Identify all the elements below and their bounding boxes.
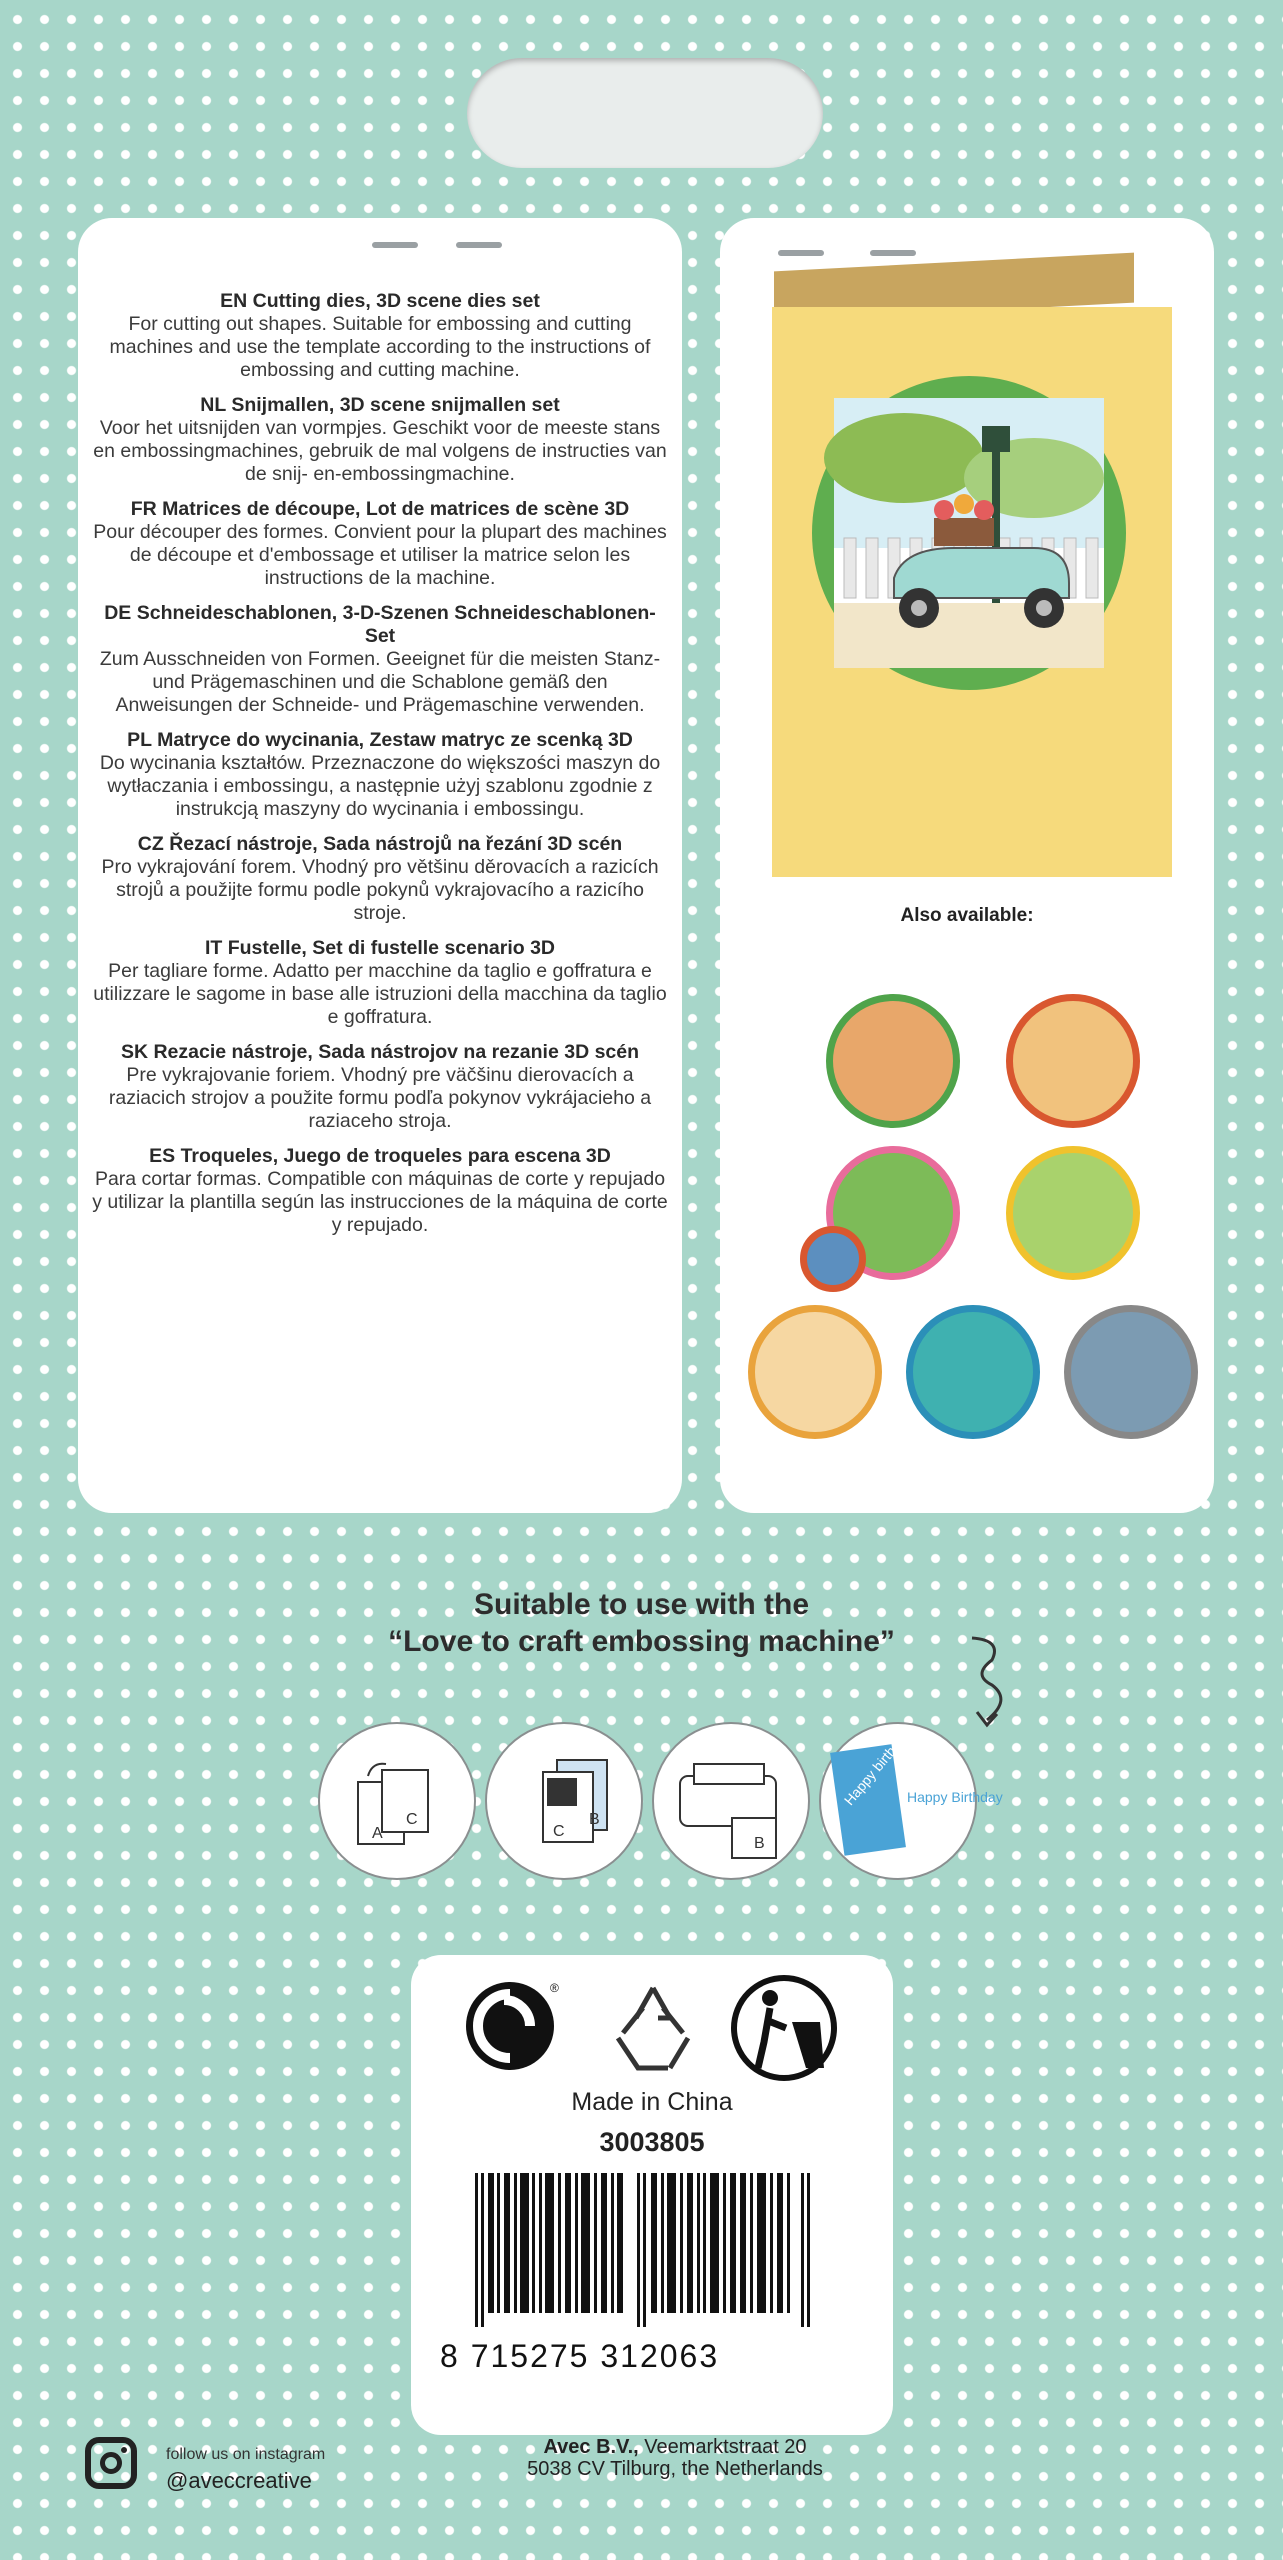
instagram-icon — [85, 2437, 137, 2489]
company-street: Veemarktstraat 20 — [644, 2436, 807, 2458]
company-name: Avec B.V., — [543, 2436, 639, 2458]
card-text: Happy birthday — [840, 1725, 914, 1809]
also-available-ocean-scene — [906, 1305, 1040, 1439]
made-in-label: Made in China — [571, 2088, 733, 2116]
lang-body: Pour découper des formes. Convient pour la plupart des machines de découpe et d'embossage et utiliser la matrice selon les instructions de la machine. — [93, 521, 667, 589]
lang-heading: FR Matrices de découpe, Lot de matrices de scène 3D — [130, 498, 630, 520]
also-available-city-scene — [1064, 1305, 1198, 1439]
lang-heading: ES Troqueles, Juego de troqueles para escena 3D — [149, 1145, 611, 1167]
staple — [372, 242, 418, 248]
instructions-panel — [78, 218, 682, 1513]
lang-body: Per tagliare forme. Adatto per macchine da taglio e goffratura e utilizzare le sagome in base alle istruzioni della macchina da taglio e goffratura. — [93, 960, 667, 1028]
instagram-label: follow us on instagram — [166, 2446, 326, 2463]
lang-heading: CZ Řezací nástroje, Sada nástrojů na řezání 3D scén — [137, 833, 623, 855]
also-available-cake-scene — [748, 1305, 882, 1439]
lang-body: Pre vykrajovanie foriem. Vhodný pre väčšinu dierovacích a raziacich strojov a použite formu podľa pokynov vykrájacieho a raziaceho stroja. — [108, 1064, 652, 1132]
recycling-icon — [598, 1978, 708, 2078]
language-list — [78, 290, 682, 1249]
lang-pl — [78, 729, 682, 821]
lang-nl — [78, 394, 682, 486]
also-available-label: Also available: — [900, 905, 1034, 926]
step-letter: B — [589, 1811, 600, 1828]
step-letter: A — [372, 1825, 383, 1842]
lang-body: Voor het uitsnijden van vormpjes. Geschikt voor de meeste stans en embossingmachines, gebruik de mal volgens de instructies van de snij- en-embossingmachine. — [93, 417, 667, 485]
lang-heading: IT Fustelle, Set di fustelle scenario 3D — [204, 937, 556, 959]
lang-sk — [78, 1041, 682, 1133]
step-1-icon — [318, 1722, 476, 1880]
lang-body: Zum Ausschneiden von Formen. Geeignet für die meisten Stanz- und Prägemaschinen und die Schablone gemäß den Anweisungen der Schneide- und Prägemaschine verwenden. — [99, 648, 661, 716]
step-2-icon — [485, 1722, 643, 1880]
scooter-scene — [834, 398, 1104, 668]
lang-es — [78, 1145, 682, 1237]
also-available-house-scene — [826, 994, 960, 1128]
staple — [778, 250, 824, 256]
lang-heading: EN Cutting dies, 3D scene dies set — [220, 290, 540, 312]
compatibility-line-1: Suitable to use with the — [473, 1588, 810, 1621]
step-3-icon — [652, 1722, 810, 1880]
company-address — [470, 2436, 880, 2480]
step-letter: C — [406, 1811, 418, 1828]
lang-heading: SK Rezacie nástroje, Sada nástrojov na rezanie 3D scén — [120, 1041, 640, 1063]
company-city: 5038 CV Tilburg, the Netherlands — [527, 2458, 823, 2480]
scooter-scene-illustration — [834, 398, 1104, 668]
staple — [456, 242, 502, 248]
product-code: 3003805 — [599, 2127, 705, 2157]
staple — [870, 250, 916, 256]
step-4-icon — [819, 1722, 1003, 1880]
lang-de — [78, 602, 682, 717]
tidyman-recycle-icon — [728, 1972, 840, 2082]
lang-cz — [78, 833, 682, 925]
step-letter: C — [553, 1823, 565, 1840]
lang-body: Pro vykrajování forem. Vhodný pro většinu děrovacích a razicích strojů a použijte formu podle pokynů vykrajovacího a razicího stroje. — [101, 856, 659, 924]
lang-heading: PL Matryce do wycinania, Zestaw matryc ze scenką 3D — [127, 729, 633, 751]
lang-heading: DE Schneideschablonen, 3-D-Szenen Schneideschablonen-Set — [104, 602, 656, 647]
compatibility-heading — [300, 1586, 983, 1660]
compatibility-line-2: “Love to craft embossing machine” — [388, 1625, 895, 1658]
svg-text:®: ® — [550, 1981, 559, 1995]
lang-body: Para cortar formas. Compatible con máquinas de corte y repujado y utilizar la plantilla según las instrucciones de la máquina de corte y repujado. — [92, 1168, 668, 1236]
hang-hole — [467, 58, 823, 168]
barcode-number: 8 715275 312063 — [440, 2338, 720, 2374]
card-text: Happy Birthday — [907, 1789, 1003, 1805]
also-available-fox-scene — [1006, 1146, 1140, 1280]
also-available-small-car — [800, 1226, 866, 1292]
company-line-1 — [470, 2436, 880, 2458]
lang-it — [78, 937, 682, 1029]
instagram-handle: @aveccreative — [166, 2468, 312, 2493]
lang-body: Do wycinania kształtów. Przeznaczone do większości maszyn do wytłaczania i embossingu, a następnie użyj szablonu zgodnie z instrukcją maszyny do wycinania i embossingu. — [99, 752, 661, 820]
green-dot-icon — [464, 1980, 559, 2072]
also-available-theatre-scene — [1006, 994, 1140, 1128]
step-letter: B — [754, 1835, 765, 1852]
lang-fr — [78, 498, 682, 590]
barcode — [475, 2173, 811, 2327]
lang-heading: NL Snijmallen, 3D scene snijmallen set — [200, 394, 560, 416]
lang-body: For cutting out shapes. Suitable for embossing and cutting machines and use the template according to the instructions of embossing and cutting machine. — [109, 313, 651, 381]
lang-en — [78, 290, 682, 382]
